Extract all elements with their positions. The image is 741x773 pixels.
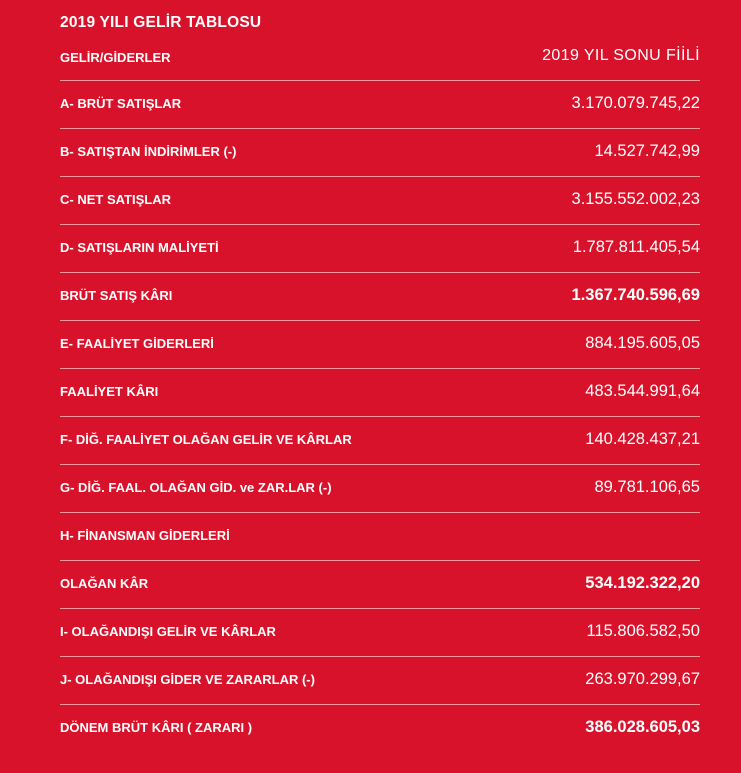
table-row — [60, 609, 700, 657]
row-label: I- OLAĞANDIŞI GELİR VE KÂRLAR — [60, 624, 276, 639]
table-row — [60, 369, 700, 417]
row-label: F- DİĞ. FAALİYET OLAĞAN GELİR VE KÂRLAR — [60, 432, 352, 447]
table-row — [60, 513, 700, 561]
table-row — [60, 81, 700, 129]
table-row — [60, 129, 700, 177]
page-title: 2019 YILI GELİR TABLOSU — [60, 14, 262, 31]
row-label: B- SATIŞTAN İNDİRİMLER (-) — [60, 144, 237, 159]
row-value: 1.787.811.405,54 — [572, 238, 700, 256]
row-label: G- DİĞ. FAAL. OLAĞAN GİD. ve ZAR.LAR (-) — [60, 480, 332, 495]
table-row — [60, 225, 700, 273]
row-value: 483.544.991,64 — [585, 382, 700, 400]
table-row — [60, 465, 700, 513]
row-value: 140.428.437,21 — [585, 430, 700, 448]
row-value: 884.195.605,05 — [585, 334, 700, 352]
table-header — [60, 44, 700, 81]
row-label: J- OLAĞANDIŞI GİDER VE ZARARLAR (-) — [60, 672, 315, 687]
table-row — [60, 321, 700, 369]
row-label: A- BRÜT SATIŞLAR — [60, 96, 182, 111]
row-value: 263.970.299,67 — [585, 670, 700, 688]
row-value: 386.028.605,03 — [585, 718, 700, 736]
row-value: 1.367.740.596,69 — [571, 286, 700, 304]
row-label: FAALİYET KÂRI — [60, 384, 159, 399]
table-row — [60, 657, 700, 705]
row-label: H- FİNANSMAN GİDERLERİ — [60, 528, 230, 543]
table-row — [60, 273, 700, 321]
table-row — [60, 417, 700, 465]
row-value: 115.806.582,50 — [586, 622, 700, 640]
table-row — [60, 177, 700, 225]
row-label: DÖNEM BRÜT KÂRI ( ZARARI ) — [60, 720, 253, 735]
row-label: OLAĞAN KÂR — [60, 576, 149, 591]
income-table — [60, 81, 700, 752]
column-header-actual: 2019 YIL SONU FİİLİ — [542, 47, 700, 64]
row-label: BRÜT SATIŞ KÂRI — [60, 288, 173, 303]
row-value: 89.781.106,65 — [594, 478, 700, 496]
row-value: 534.192.322,20 — [585, 574, 700, 592]
row-value: 3.170.079.745,22 — [571, 94, 700, 112]
row-label: D- SATIŞLARIN MALİYETİ — [60, 240, 219, 255]
table-row — [60, 561, 700, 609]
row-label: E- FAALİYET GİDERLERİ — [60, 336, 214, 351]
row-label: C- NET SATIŞLAR — [60, 192, 171, 207]
table-row — [60, 705, 700, 752]
row-value: 3.155.552.002,23 — [571, 190, 700, 208]
row-value: 14.527.742,99 — [594, 142, 700, 160]
column-header-items: GELİR/GİDERLER — [60, 50, 171, 65]
